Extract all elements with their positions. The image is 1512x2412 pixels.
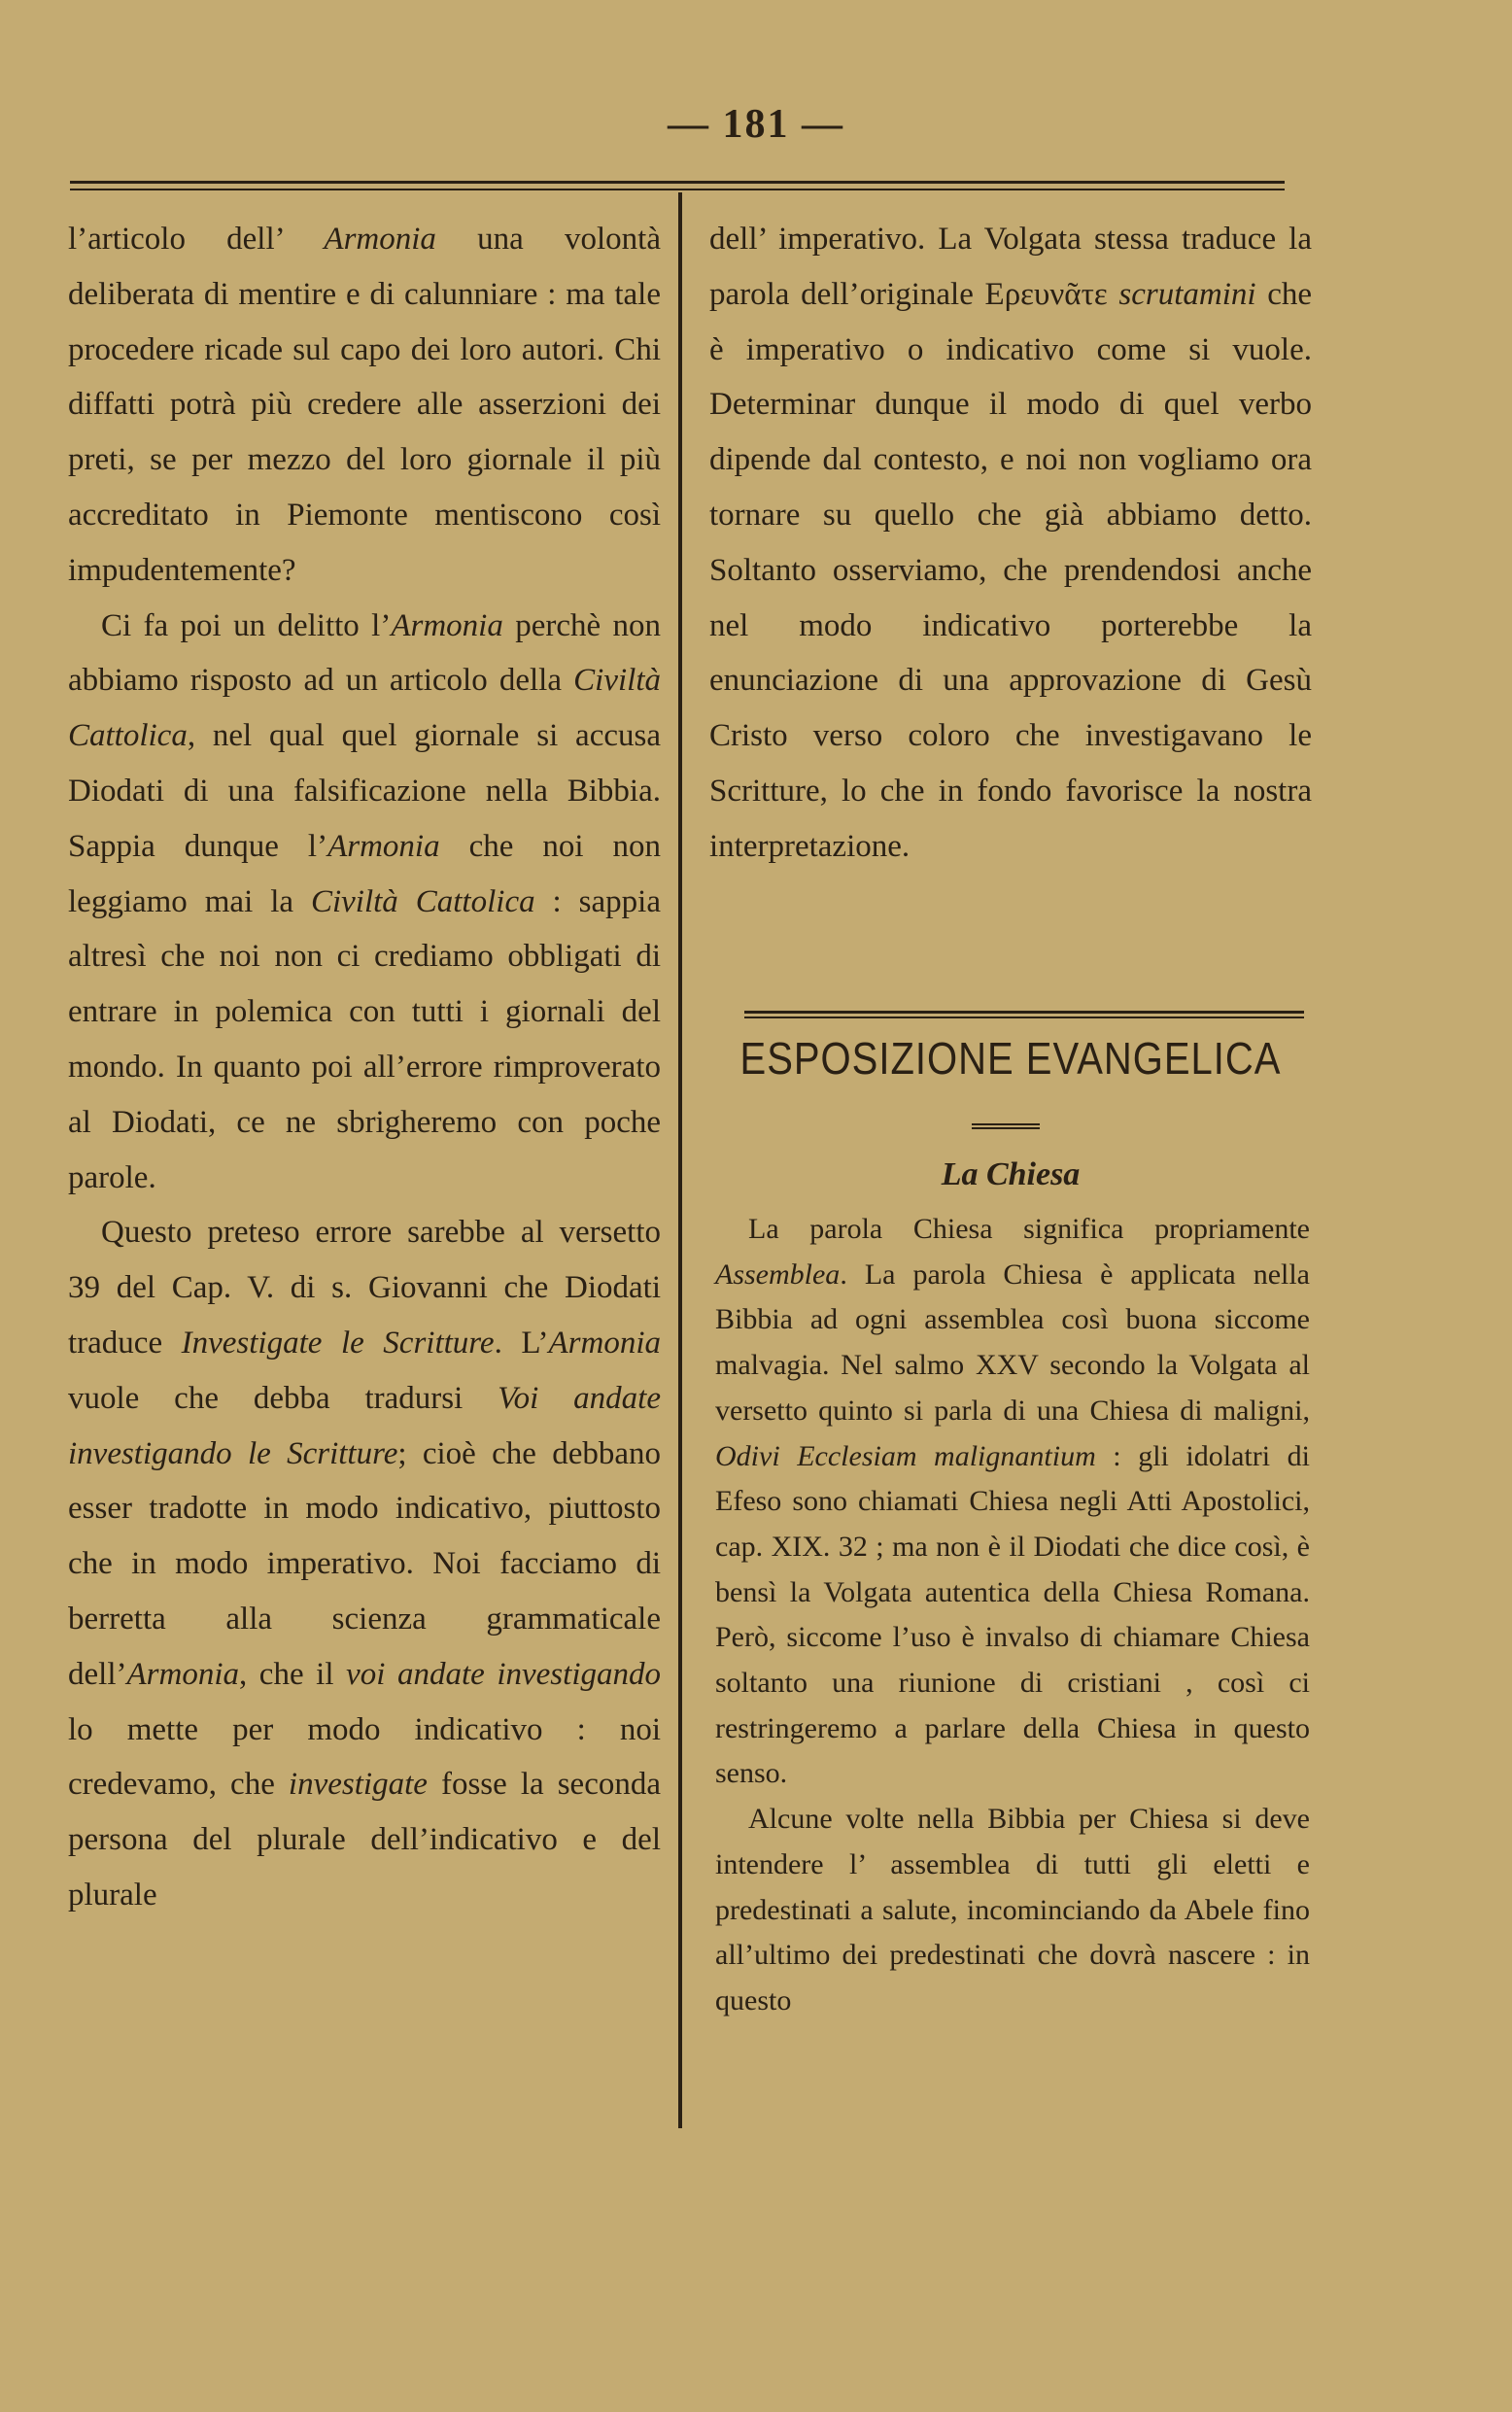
text-run: dell’ imperativo. La Volgata stessa traduce la parola dell’originale Ερευνᾶτε	[709, 222, 1312, 312]
text-run: . L’	[494, 1325, 549, 1361]
italic-text: Armonia	[327, 828, 440, 864]
text-run: : sappia altresì che noi non ci crediamo obbligati di entrare in polemica con tutti i giornali del mondo. In quanto poi all’errore rimproverato al Diodati, ce ne sbrigheremo con poche parole.	[68, 883, 661, 1195]
italic-text: Investigate le Scritture	[181, 1325, 495, 1361]
paragraph	[715, 1207, 1310, 1797]
italic-text: Civiltà Cattolica	[310, 883, 535, 919]
text-run: che noi non leggiamo mai la	[68, 828, 661, 919]
paragraph	[715, 1797, 1310, 2024]
italic-text: Civiltà Cattolica	[68, 663, 661, 754]
text-run: che è imperativo o indicativo come si vuole. Determinar dunque il modo di quel verbo dipende dal contesto, e noi non vogliamo ora tornare su quello che già abbiamo detto. Soltanto osserviamo, che prendendosi anche nel modo indicativo porterebbe la enunciazione di una approvazione di Gesù Cristo verso coloro che investigavano le Scritture, lo che in fondo favorisce la nostra interpretazione.	[709, 276, 1312, 864]
left-column	[68, 212, 661, 1923]
right-column-article	[715, 1207, 1310, 2024]
text-run: , nel qual quel giornale si accusa Diodati di una falsificazione nella Bibbia. Sappia dunque l’	[68, 718, 661, 864]
text-run: fosse la seconda persona del plurale dell’indicativo e del plurale	[68, 1767, 661, 1912]
page-number: — 181 —	[668, 102, 844, 147]
italic-text: Armonia	[324, 222, 436, 257]
italic-text: Armonia	[391, 607, 503, 643]
italic-text: Armonia	[126, 1656, 239, 1692]
text-run: , che il	[238, 1656, 347, 1692]
italic-text: Odivi Ecclesiam malignantium	[715, 1439, 1096, 1472]
text-run: l’articolo dell’	[68, 222, 325, 257]
text-run: ; cioè che debbano esser tradotte in modo indicativo, piuttosto che in modo imperativo. Noi facciamo di berretta alla scienza grammaticale dell’	[68, 1435, 661, 1692]
text-run: Ci fa poi un delitto l’	[101, 607, 392, 643]
text-run: : gli idolatri di Efeso sono chiamati Chiesa negli Atti Apostolici, cap. XIX. 32 ; ma non è il Diodati che dice così, è bensì la Volgata autentica della Chiesa Romana. Però, siccome l’uso è invalso di chiamare Chiesa soltanto una riunione di cristiani , così ci restringeremo a parlare della Chiesa in questo senso.	[715, 1439, 1310, 1790]
italic-text: Assemblea	[715, 1258, 841, 1291]
text-run: Alcune volte nella Bibbia per Chiesa si deve intendere l’ assemblea di tutti gli eletti e predestinati a salute, incominciando da Abele fino all’ultimo dei predestinati che dovrà nascere : in questo	[715, 1803, 1310, 2016]
section-rule	[744, 1011, 1304, 1018]
header-rule	[70, 181, 1285, 190]
text-run: vuole che debba tradursi	[68, 1380, 498, 1416]
italic-text: Armonia	[548, 1325, 661, 1361]
section-title: ESPOSIZIONE EVANGELICA	[739, 1034, 1282, 1085]
right-column-top	[709, 212, 1312, 875]
italic-text: scrutamini	[1118, 276, 1256, 312]
text-run: Questo preteso errore sarebbe al versetto 39 del Cap. V. di s. Giovanni che Diodati traduce	[68, 1215, 661, 1361]
text-run: La parola Chiesa significa propriamente	[748, 1213, 1310, 1245]
paragraph	[709, 212, 1312, 875]
article-subtitle: La Chiesa	[941, 1156, 1081, 1192]
title-underline	[972, 1123, 1040, 1129]
italic-text: voi andate investigando	[346, 1656, 661, 1692]
paragraph	[68, 1205, 661, 1922]
text-run: perchè non abbiamo risposto ad un articolo della	[68, 607, 661, 699]
paragraph	[68, 599, 661, 1206]
text-run: lo mette per modo indicativo : noi credevamo, che	[68, 1711, 661, 1803]
text-run: . La parola Chiesa è applicata nella Bibbia ad ogni assemblea così buona siccome malvagia. Nel salmo XXV secondo la Volgata al versetto quinto si parla di una Chiesa di maligni,	[715, 1258, 1310, 1427]
italic-text: Voi andate investigando le Scritture	[68, 1380, 661, 1471]
italic-text: investigate	[288, 1767, 428, 1803]
paragraph	[68, 212, 661, 599]
text-run: una volontà deliberata di mentire e di calunniare : ma tale procedere ricade sul capo dei loro autori. Chi diffatti potrà più credere alle asserzioni dei preti, se per mezzo del loro giornale il più accreditato in Piemonte mentiscono così impudentemente?	[68, 222, 661, 588]
column-divider	[678, 192, 682, 2128]
